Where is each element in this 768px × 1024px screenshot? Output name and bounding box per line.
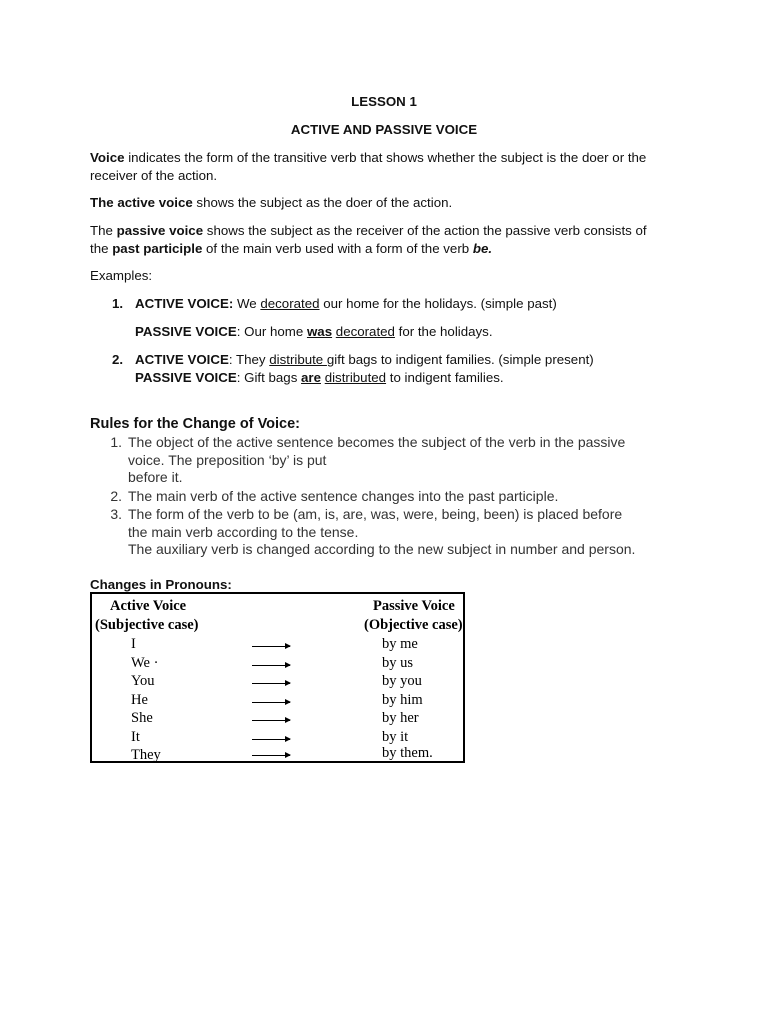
active-voice-definition xyxy=(90,194,690,212)
example-2-active-label: ACTIVE VOICE xyxy=(135,352,229,367)
example-2-passive xyxy=(135,369,504,387)
passive-definition-line2-pre: the xyxy=(90,241,113,256)
pronoun-active: She xyxy=(131,710,153,726)
rules-list xyxy=(100,434,740,564)
example-1-active-pre: We xyxy=(233,296,261,311)
example-2-passive-label: PASSIVE VOICE xyxy=(135,370,237,385)
active-voice-term: The active voice xyxy=(90,195,193,210)
example-2-active-pre: : They xyxy=(228,352,270,367)
example-2-active-post: gift bags to indigent families. (simple present) xyxy=(326,352,594,367)
voice-definition-line2: receiver of the action. xyxy=(90,168,218,183)
rule-1-line-2: voice. The preposition ‘by’ is put xyxy=(128,451,327,468)
passive-definition-text: shows the subject as the receiver of the action the passive verb consists of xyxy=(203,223,647,238)
pronoun-passive: by it xyxy=(382,728,409,745)
rule-3-line-1: The form of the verb to be (am, is, are, was, were, being, been) is placed before xyxy=(128,506,623,522)
lesson-title: ACTIVE AND PASSIVE VOICE xyxy=(290,122,478,137)
header-objective-case: (Objective case) xyxy=(364,617,463,633)
pronoun-active: I xyxy=(131,636,136,652)
example-1-active-verb: decorated xyxy=(260,296,320,311)
active-voice-text: shows the subject as the doer of the action. xyxy=(192,195,453,210)
pronoun-passive: by them. xyxy=(382,745,433,761)
rule-3-number: 3. xyxy=(110,506,122,522)
passive-definition-line2-text: of the main verb used with a form of the verb xyxy=(202,241,473,256)
example-1-passive-post: for the holidays. xyxy=(394,324,493,339)
rule-2-line-1: The main verb of the active sentence changes into the past participle. xyxy=(128,488,559,504)
header-subjective-case: (Subjective case) xyxy=(95,617,199,633)
past-participle-term: past participle xyxy=(112,241,203,256)
rule-3-line-2: the main verb according to the tense. xyxy=(128,523,359,540)
voice-definition-text: indicates the form of the transitive verb that shows whether the subject is the doer or the xyxy=(124,150,647,165)
rule-1-line-1: The object of the active sentence becomes the subject of the verb in the passive xyxy=(128,434,626,450)
example-2-passive-post: to indigent families. xyxy=(386,370,504,385)
example-1-active-label: ACTIVE VOICE: xyxy=(135,296,234,311)
pronoun-table xyxy=(90,592,465,763)
arrow-icon xyxy=(252,646,290,647)
rule-1-number: 1. xyxy=(110,434,122,450)
pronoun-active: They xyxy=(131,747,161,763)
passive-definition-pre: The xyxy=(90,223,117,238)
rule-2-number: 2. xyxy=(110,488,122,504)
example-1-passive-verb: decorated xyxy=(335,324,395,339)
rule-3-line-3: The auxiliary verb is changed according to the new subject in number and person. xyxy=(128,541,636,557)
pronoun-passive: by him xyxy=(382,691,423,708)
pronoun-passive: by you xyxy=(382,673,422,689)
example-1-passive-pre: : Our home xyxy=(236,324,307,339)
example-2-number: 2. xyxy=(112,352,124,367)
be-term: be. xyxy=(472,241,493,256)
arrow-icon xyxy=(252,683,290,684)
passive-voice-definition xyxy=(90,222,690,258)
example-2-passive-pre: : Gift bags xyxy=(236,370,302,385)
example-2-active-verb: distribute xyxy=(269,352,327,367)
passive-voice-term: passive voice xyxy=(116,223,204,238)
arrow-icon xyxy=(252,720,290,721)
arrow-icon xyxy=(252,755,290,756)
pronoun-active: He xyxy=(131,691,148,708)
example-1-passive xyxy=(135,323,493,341)
pronoun-passive: by us xyxy=(382,654,414,671)
pronouns-title: Changes in Pronouns: xyxy=(90,577,232,592)
example-1-passive-label: PASSIVE VOICE xyxy=(135,324,237,339)
rule-1-line-3: before it. xyxy=(128,469,183,485)
example-1-passive-aux: was xyxy=(306,324,333,339)
examples-label: Examples: xyxy=(90,268,153,283)
pronoun-active: It xyxy=(131,728,140,745)
example-1-active-post: our home for the holidays. (simple past) xyxy=(319,296,557,311)
voice-definition-line1 xyxy=(90,149,690,167)
passive-definition-line2 xyxy=(90,240,690,258)
pronoun-passive: by her xyxy=(382,710,419,726)
example-1-number: 1. xyxy=(112,296,124,311)
arrow-icon xyxy=(252,702,290,703)
arrow-icon xyxy=(252,665,290,666)
pronoun-active: You xyxy=(131,673,155,689)
pronoun-passive: by me xyxy=(382,636,418,652)
voice-term: Voice xyxy=(90,150,125,165)
voice-definition xyxy=(90,149,690,185)
pronoun-active: We · xyxy=(131,654,159,671)
rules-title: Rules for the Change of Voice: xyxy=(90,416,301,432)
passive-definition-line1 xyxy=(90,222,690,240)
header-passive-voice: Passive Voice xyxy=(373,598,455,614)
arrow-icon xyxy=(252,739,290,740)
example-2-passive-aux: are xyxy=(301,370,321,385)
lesson-number: LESSON 1 xyxy=(351,94,417,109)
header-active-voice: Active Voice xyxy=(110,598,187,614)
example-2-passive-verb: distributed xyxy=(324,370,387,385)
